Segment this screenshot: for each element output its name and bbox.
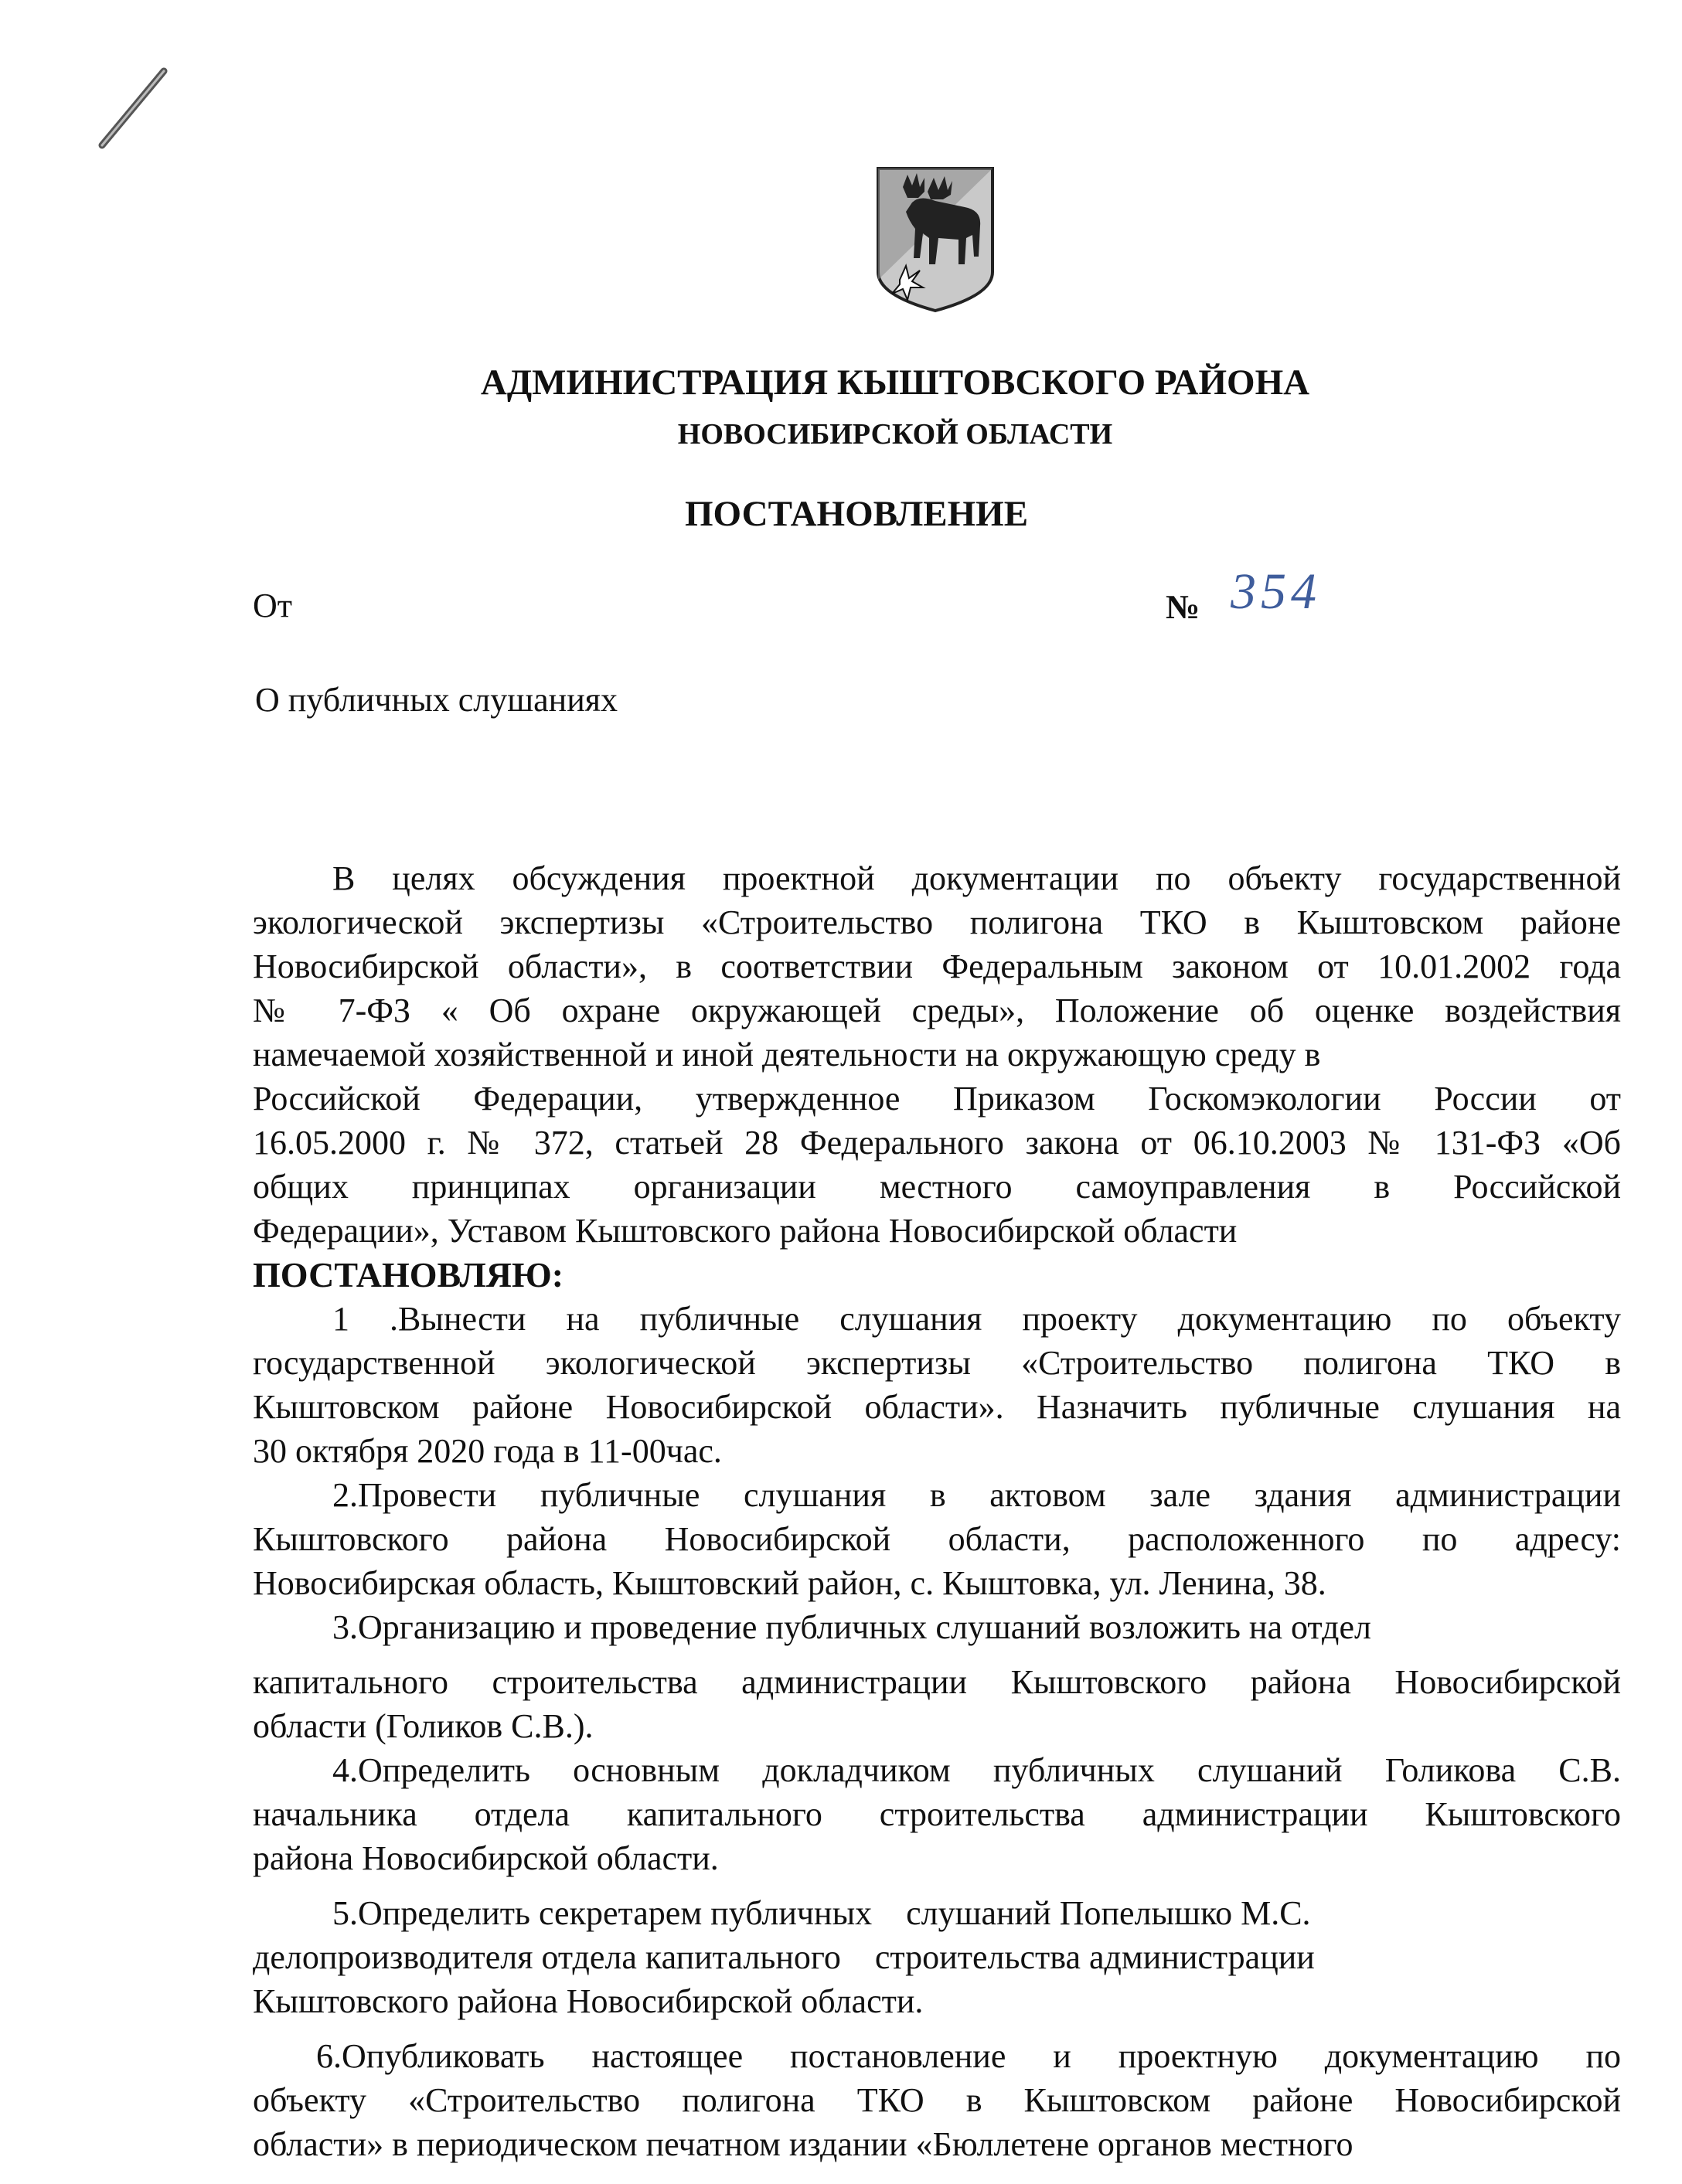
handwritten-document-number: 354 bbox=[1231, 563, 1321, 620]
document-type-title: ПОСТАНОВЛЕНИЕ bbox=[684, 494, 1029, 534]
body-line: 16.05.2000 г. № 372, статьей 28 Федерального закона от 06.10.2003 № 131-ФЗ «Об bbox=[253, 1124, 1621, 1162]
item-2-line: Новосибирская область, Кыштовский район, с. Кыштовка, ул. Ленина, 38. bbox=[253, 1564, 1326, 1602]
item-3-line: области (Голиков С.В.). bbox=[253, 1707, 594, 1745]
decree-heading: ПОСТАНОВЛЯЮ: bbox=[253, 1255, 564, 1294]
body-line: намечаемой хозяйственной и иной деятельности на окружающую среду в bbox=[253, 1036, 1321, 1073]
item-4-line: района Новосибирской области. bbox=[253, 1839, 719, 1877]
item-4-line: начальника отдела капитального строительства администрации Кыштовского bbox=[253, 1795, 1621, 1833]
item-3-line: капитального строительства администрации Кыштовского района Новосибирской bbox=[253, 1663, 1621, 1701]
item-1-line: государственной экологической экспертизы «Строительство полигона ТКО в bbox=[253, 1344, 1621, 1382]
date-label: От bbox=[253, 587, 293, 624]
item-4-line: 4.Определить основным докладчиком публичных слушаний Голикова С.В. bbox=[332, 1751, 1621, 1789]
item-6-line: 6.Опубликовать настоящее постановление и проектную документацию по bbox=[316, 2037, 1621, 2075]
body-line: № 7-ФЗ « Об охране окружающей среды», Положение об оценке воздействия bbox=[253, 992, 1621, 1029]
item-5-line: Кыштовского района Новосибирской области. bbox=[253, 1982, 924, 2020]
item-1-line: 1 .Вынести на публичные слушания проекту документацию по объекту bbox=[332, 1300, 1621, 1338]
item-2-line: Кыштовского района Новосибирской области, расположенного по адресу: bbox=[253, 1520, 1621, 1558]
organization-name: АДМИНИСТРАЦИЯ КЫШТОВСКОГО РАЙОНА bbox=[480, 362, 1310, 403]
pen-mark bbox=[93, 62, 178, 155]
item-5-line: 5.Определить секретарем публичных слушаний Попелышко М.С. bbox=[332, 1894, 1311, 1932]
coat-of-arms-emblem bbox=[873, 164, 997, 315]
body-line: Федерации», Уставом Кыштовского района Новосибирской области bbox=[253, 1212, 1238, 1250]
item-1-line: 30 октября 2020 года в 11-00час. bbox=[253, 1432, 722, 1470]
body-line: Российской Федерации, утвержденное Приказом Госкомэкологии России от bbox=[253, 1080, 1621, 1118]
number-label: № bbox=[1166, 588, 1200, 626]
item-5-line: делопроизводителя отдела капитального строительства администрации bbox=[253, 1938, 1315, 1976]
item-1-line: Кыштовском районе Новосибирской области». Назначить публичные слушания на bbox=[253, 1388, 1621, 1426]
document-body bbox=[253, 856, 1621, 2166]
item-2-line: 2.Провести публичные слушания в актовом зале здания администрации bbox=[332, 1476, 1621, 1514]
item-3-line: 3.Организацию и проведение публичных слушаний возложить на отдел bbox=[332, 1608, 1371, 1646]
body-line: экологической экспертизы «Строительство полигона ТКО в Кыштовском районе bbox=[253, 903, 1621, 941]
organization-region: НОВОСИБИРСКОЙ ОБЛАСТИ bbox=[677, 418, 1113, 451]
body-line: общих принципах организации местного самоуправления в Российской bbox=[253, 1168, 1621, 1206]
item-6-line: объекту «Строительство полигона ТКО в Кыштовском районе Новосибирской bbox=[253, 2081, 1621, 2119]
body-line: В целях обсуждения проектной документации по объекту государственной bbox=[332, 859, 1621, 897]
body-line: Новосибирской области», в соответствии Федеральным законом от 10.01.2002 года bbox=[253, 947, 1621, 985]
document-subject: О публичных слушаниях bbox=[255, 681, 618, 719]
item-6-line: области» в периодическом печатном издании «Бюллетене органов местного bbox=[253, 2125, 1353, 2163]
